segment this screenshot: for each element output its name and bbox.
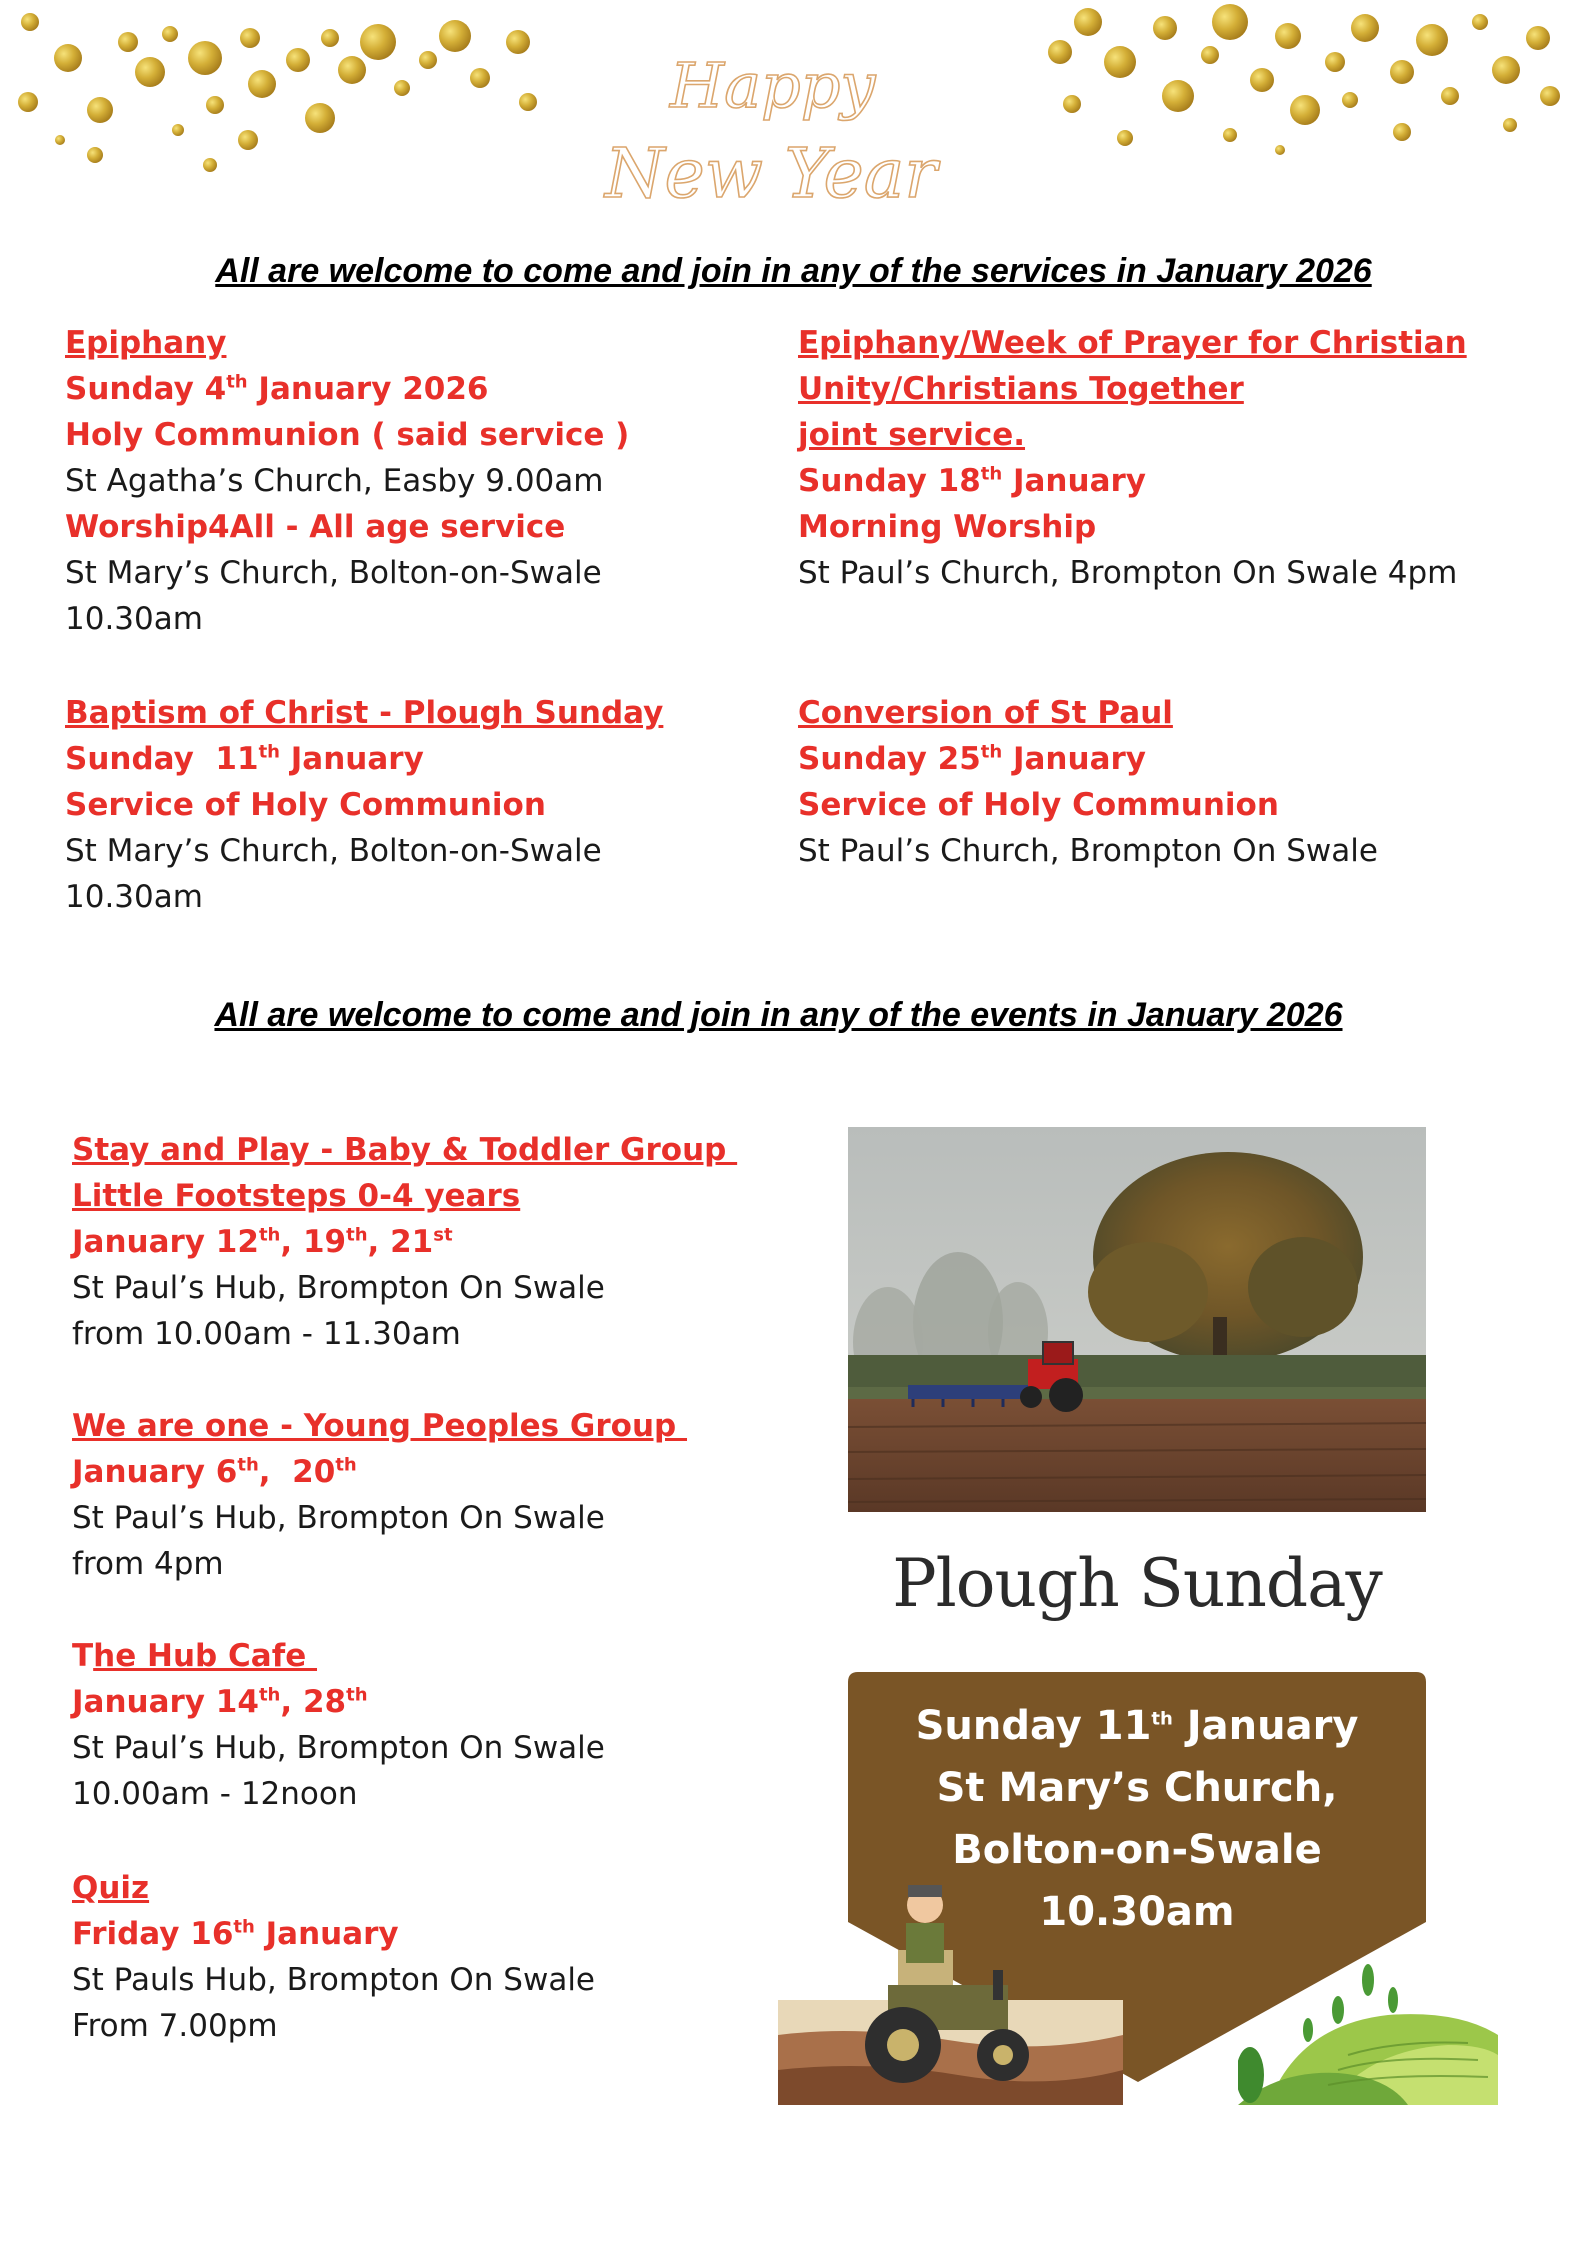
quiz-event	[72, 1865, 595, 2049]
unity-title3: joint service.	[798, 417, 1026, 453]
unity-title1: Epiphany/Week of Prayer for Christian	[798, 325, 1467, 361]
new-year-text: New Year	[605, 135, 937, 214]
hub-cafe-event	[72, 1633, 605, 1817]
baptism-service	[65, 690, 663, 920]
hub-cafe-dates: January 14th, 28th	[72, 1684, 368, 1720]
unity-service	[798, 320, 1467, 596]
plough-place: Bolton-on-Swale	[952, 1827, 1322, 1873]
conversion-service-name: Service of Holy Communion	[798, 787, 1279, 823]
conversion-service	[798, 690, 1378, 874]
quiz-title: Quiz	[72, 1870, 150, 1906]
plough-sunday-title: Plough Sunday	[892, 1545, 1382, 1622]
baptism-date: Sunday 11th January	[65, 741, 424, 777]
epiphany-time2: 10.30am	[65, 601, 203, 637]
happy-text: Happy	[670, 49, 876, 122]
green-hills-illustration	[1238, 1955, 1498, 2105]
hub-cafe-title: The Hub Cafe	[72, 1638, 318, 1674]
gold-confetti-left	[0, 0, 560, 200]
baptism-title: Baptism of Christ - Plough Sunday	[65, 695, 664, 731]
unity-date: Sunday 18th January	[798, 463, 1146, 499]
epiphany-venue1: St Agatha’s Church, Easby 9.00am	[65, 463, 604, 499]
we-are-one-title: We are one - Young Peoples Group	[72, 1408, 688, 1444]
stay-play-event	[72, 1127, 737, 1357]
we-are-one-event	[72, 1403, 687, 1587]
hub-cafe-venue: St Paul’s Hub, Brompton On Swale	[72, 1730, 605, 1766]
quiz-time: From 7.00pm	[72, 2008, 278, 2044]
stay-play-title2: Little Footsteps 0-4 years	[72, 1178, 521, 1214]
quiz-date: Friday 16th January	[72, 1916, 399, 1952]
epiphany-service	[65, 320, 629, 642]
hub-cafe-time: 10.00am - 12noon	[72, 1776, 358, 1812]
tractor-illustration	[778, 1875, 1123, 2105]
baptism-time: 10.30am	[65, 879, 203, 915]
baptism-service-name: Service of Holy Communion	[65, 787, 546, 823]
stay-play-title1: Stay and Play - Baby & Toddler Group	[72, 1132, 738, 1168]
we-are-one-dates: January 6th, 20th	[72, 1454, 357, 1490]
we-are-one-time: from 4pm	[72, 1546, 224, 1582]
plough-church: St Mary’s Church,	[936, 1765, 1338, 1811]
happy-new-year-graphic	[590, 12, 950, 232]
stay-play-venue: St Paul’s Hub, Brompton On Swale	[72, 1270, 605, 1306]
gold-confetti-right	[1030, 0, 1587, 200]
unity-service-name: Morning Worship	[798, 509, 1097, 545]
stay-play-dates: January 12th, 19th, 21st	[72, 1224, 453, 1260]
services-heading: All are welcome to come and join in any of the services in January 2026	[215, 252, 1372, 290]
plough-time: 10.30am	[1039, 1889, 1235, 1935]
epiphany-venue2: St Mary’s Church, Bolton-on-Swale	[65, 555, 602, 591]
events-heading: All are welcome to come and join in any of the events in January 2026	[214, 996, 1343, 1034]
unity-venue: St Paul’s Church, Brompton On Swale 4pm	[798, 555, 1458, 591]
epiphany-service2: Worship4All - All age service	[65, 509, 566, 545]
we-are-one-venue: St Paul’s Hub, Brompton On Swale	[72, 1500, 605, 1536]
plough-date: Sunday 11th January	[915, 1703, 1359, 1749]
unity-title2: Unity/Christians Together	[798, 371, 1244, 407]
conversion-venue: St Paul’s Church, Brompton On Swale	[798, 833, 1378, 869]
baptism-venue: St Mary’s Church, Bolton-on-Swale	[65, 833, 602, 869]
epiphany-service1: Holy Communion ( said service )	[65, 417, 630, 453]
epiphany-title: Epiphany	[65, 325, 227, 361]
stay-play-time: from 10.00am - 11.30am	[72, 1316, 461, 1352]
tractor-field-photo	[848, 1127, 1426, 1512]
conversion-title: Conversion of St Paul	[798, 695, 1173, 731]
conversion-date: Sunday 25th January	[798, 741, 1146, 777]
epiphany-date: Sunday 4th January 2026	[65, 371, 489, 407]
quiz-venue: St Pauls Hub, Brompton On Swale	[72, 1962, 596, 1998]
